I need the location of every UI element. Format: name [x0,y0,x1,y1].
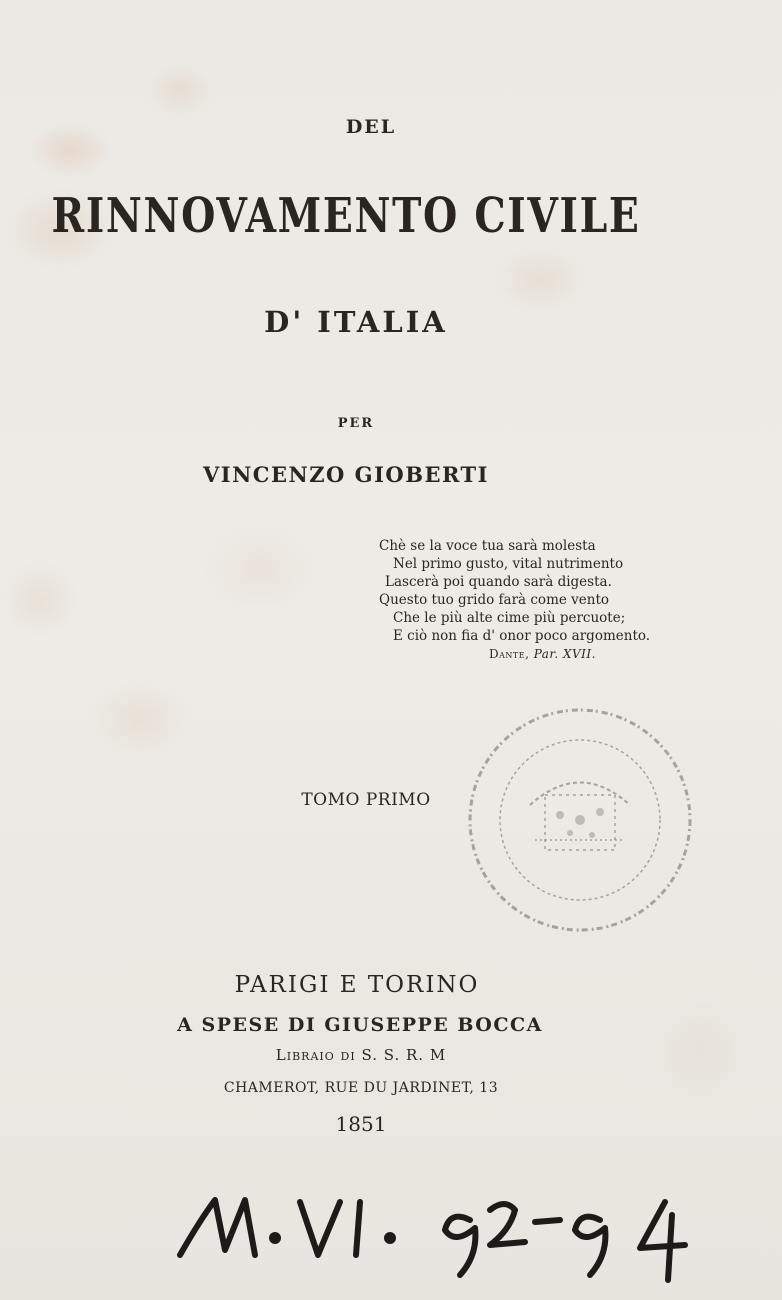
citation-reference: Par. XVII. [533,647,596,661]
publisher-title: Libraio di S. S. R. M [275,1046,447,1064]
citation-author: Dante, [489,647,530,661]
book-title: RINNOVAMENTO CIVILE [51,188,641,244]
epigraph [379,537,679,663]
book-subtitle: D' ITALIA [264,305,448,339]
epigraph-verse: Lascerà poi quando sarà digesta. [385,574,612,590]
epigraph-verse: Questo tuo grido farà come vento [379,592,610,608]
epigraph-citation [379,645,679,663]
author-preposition: PER [337,416,375,431]
publisher-name: A SPESE DI GIUSEPPE BOCCA [177,1014,543,1036]
epigraph-verse: Chè se la voce tua sarà molesta [379,538,596,554]
epigraph-verse: Nel primo gusto, vital nutrimento [393,556,624,572]
epigraph-verse: Che le più alte cime più percuote; [393,610,626,626]
publication-place: PARIGI E TORINO [234,972,480,998]
handwritten-shelfmark [0,1180,782,1290]
author-name: VINCENZO GIOBERTI [202,462,489,487]
volume-label: TOMO PRIMO [301,790,431,810]
epigraph-verse: E ciò non fia d' onor poco argomento. [393,628,651,644]
publication-year: 1851 [335,1112,387,1136]
title-preposition: DEL [345,116,397,138]
library-stamp [460,700,710,950]
printer-address: CHAMEROT, RUE DU JARDINET, 13 [223,1080,499,1096]
